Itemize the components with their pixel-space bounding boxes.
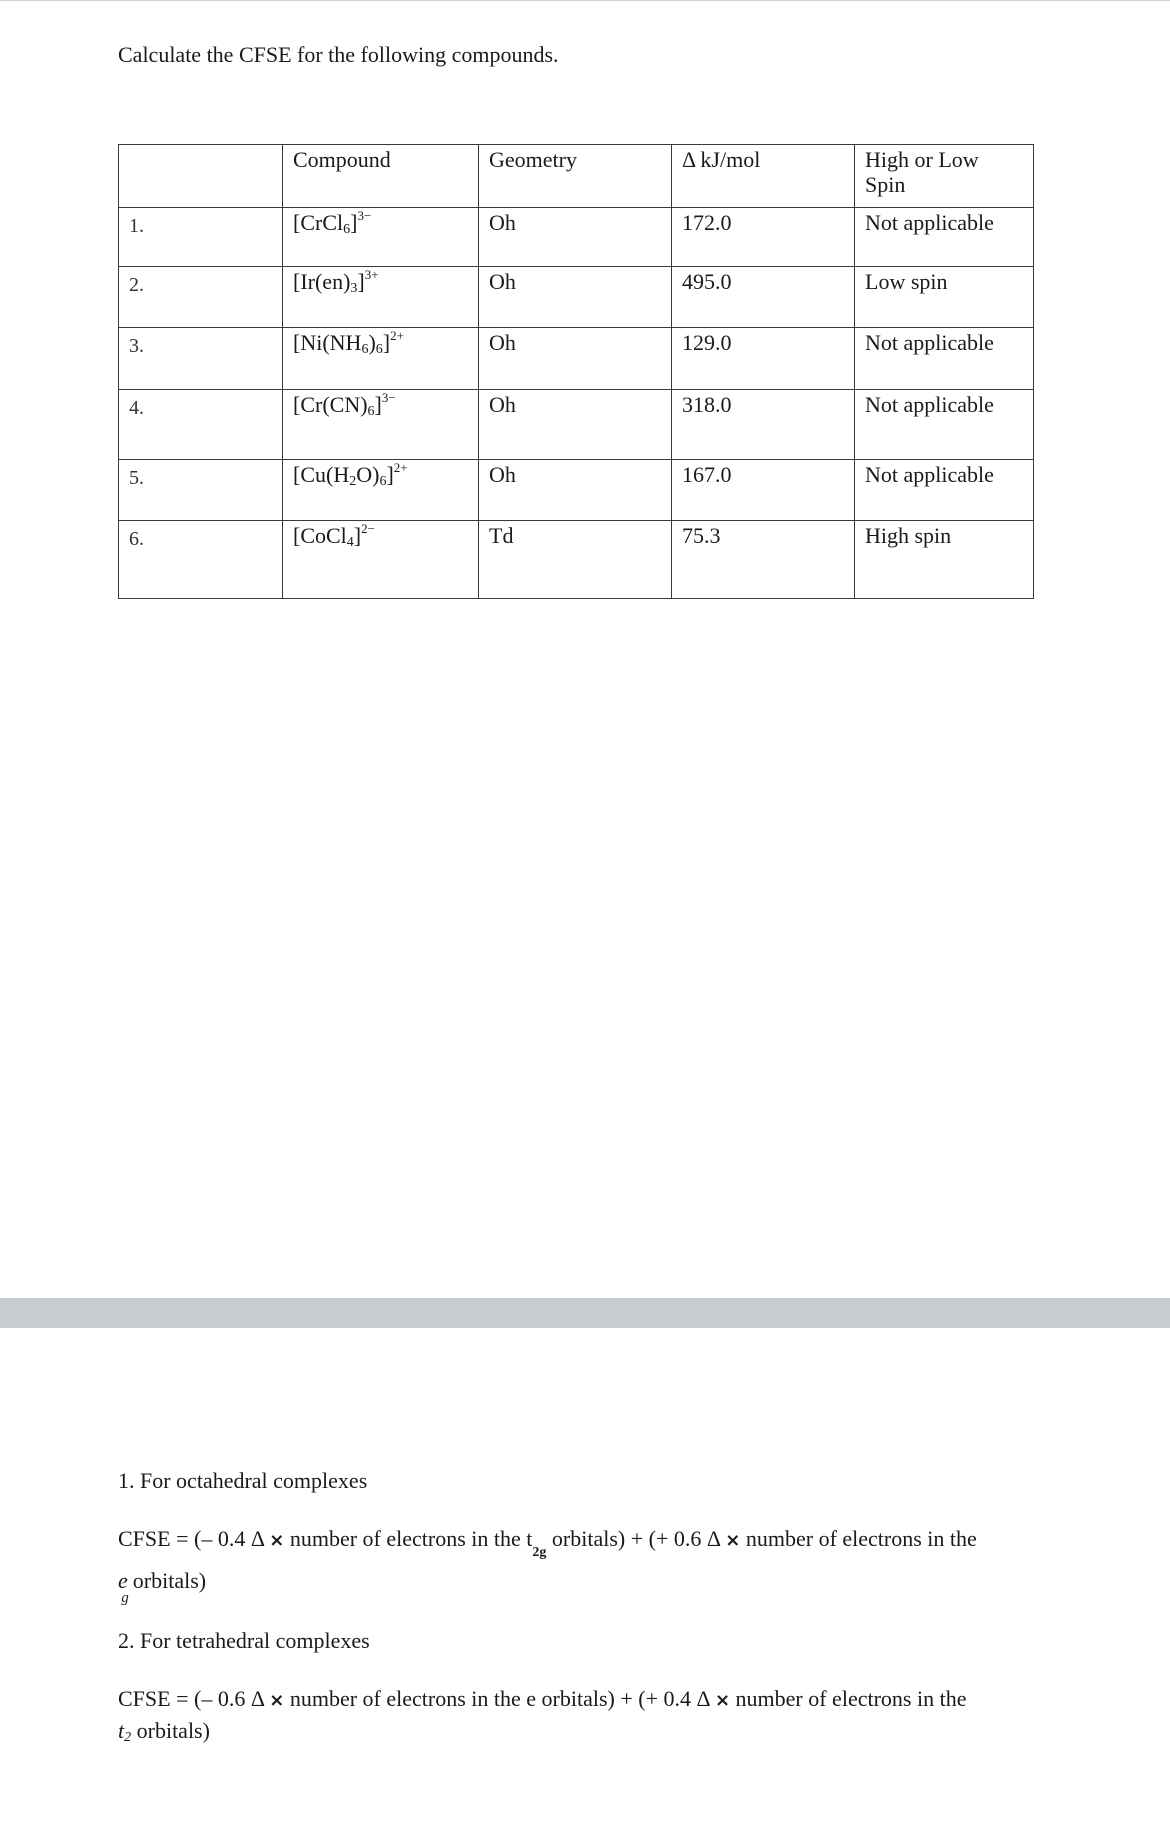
compound-cell bbox=[283, 390, 479, 460]
oct-formula-d: number of electrons in the bbox=[745, 1526, 977, 1551]
spin-cell: Low spin bbox=[855, 267, 1034, 328]
geometry-cell: Oh bbox=[479, 328, 672, 390]
spin-cell: Not applicable bbox=[855, 328, 1034, 390]
formula-text: ) bbox=[368, 330, 376, 355]
geometry-cell: Td bbox=[479, 521, 672, 599]
tet-formula-b: number of electrons in the e orbitals) + (+ 0.4 Δ bbox=[289, 1686, 710, 1711]
formula-text: ] bbox=[353, 523, 362, 548]
oct-formula-b: number of electrons in the t bbox=[289, 1526, 533, 1551]
table-row bbox=[119, 328, 1034, 390]
formula-text: [Cu(H bbox=[293, 462, 350, 487]
delta-cell: 167.0 bbox=[672, 460, 855, 521]
row-number-cell: 2. bbox=[119, 267, 283, 328]
formula-charge: 3− bbox=[381, 390, 396, 405]
page-divider-band bbox=[0, 1298, 1170, 1328]
geometry-cell: Oh bbox=[479, 390, 672, 460]
compound-cell bbox=[283, 460, 479, 521]
spin-cell: Not applicable bbox=[855, 208, 1034, 267]
geometry-cell: Oh bbox=[479, 267, 672, 328]
geometry-cell: Oh bbox=[479, 460, 672, 521]
formula-subscript: 6 bbox=[375, 342, 383, 357]
table-row bbox=[119, 208, 1034, 267]
formula-subscript: 3 bbox=[350, 281, 358, 296]
formula-text: O) bbox=[356, 462, 380, 487]
formula-subscript: 4 bbox=[346, 535, 354, 550]
octahedral-formula-line2 bbox=[118, 1568, 207, 1606]
formula-subscript: 6 bbox=[379, 474, 387, 489]
tetrahedral-formula-line2 bbox=[118, 1718, 210, 1744]
geometry-cell: Oh bbox=[479, 208, 672, 267]
tet-formula-d: orbitals) bbox=[136, 1718, 210, 1743]
formula-charge: 2+ bbox=[390, 328, 404, 343]
oct-formula-c: orbitals) + (+ 0.6 Δ bbox=[551, 1526, 720, 1551]
compound-cell bbox=[283, 267, 479, 328]
times-symbol: × bbox=[714, 1690, 731, 1711]
row-number-cell: 5. bbox=[119, 460, 283, 521]
header-cell-spin: High or Low Spin bbox=[855, 145, 1034, 208]
spin-cell: High spin bbox=[855, 521, 1034, 599]
spin-cell: Not applicable bbox=[855, 460, 1034, 521]
t2g-subscript: 2g bbox=[532, 1545, 547, 1560]
t2-letter: t bbox=[118, 1718, 125, 1743]
table-header-row bbox=[119, 145, 1034, 208]
formula-subscript: 6 bbox=[361, 342, 369, 357]
times-symbol: × bbox=[269, 1530, 285, 1551]
formula-subscript: 2 bbox=[349, 474, 357, 489]
formula-text: [Cr(CN) bbox=[293, 392, 368, 417]
formula-text: [Ni(NH bbox=[293, 330, 362, 355]
formula-charge: 2+ bbox=[393, 460, 408, 475]
formula-text: [CoCl bbox=[293, 523, 347, 548]
table-row bbox=[119, 521, 1034, 599]
row-number-cell: 4. bbox=[119, 390, 283, 460]
instruction-text: Calculate the CFSE for the following compounds. bbox=[118, 42, 559, 67]
header-cell-geometry: Geometry bbox=[479, 145, 672, 208]
octahedral-formula-line1 bbox=[118, 1526, 977, 1560]
header-cell-index bbox=[119, 145, 283, 208]
oct-formula-a: CFSE = (– 0.4 Δ bbox=[118, 1526, 264, 1551]
delta-cell: 495.0 bbox=[672, 267, 855, 328]
oct-formula-e: orbitals) bbox=[132, 1568, 207, 1593]
row-number-cell: 1. bbox=[119, 208, 283, 267]
header-cell-compound: Compound bbox=[283, 145, 479, 208]
header-cell-delta: Δ kJ/mol bbox=[672, 145, 855, 208]
formula-charge: 2− bbox=[361, 521, 375, 536]
t2-subscript: 2 bbox=[124, 1730, 132, 1745]
formula-subscript: 6 bbox=[367, 404, 375, 419]
top-rule bbox=[0, 0, 1170, 1]
table-row bbox=[119, 460, 1034, 521]
row-number-cell: 6. bbox=[119, 521, 283, 599]
times-symbol: × bbox=[269, 1690, 285, 1711]
eg-subscript: g bbox=[121, 1590, 129, 1606]
spin-cell: Not applicable bbox=[855, 390, 1034, 460]
times-symbol: × bbox=[725, 1530, 741, 1551]
tet-formula-a: CFSE = (– 0.6 Δ bbox=[118, 1686, 264, 1711]
delta-cell: 172.0 bbox=[672, 208, 855, 267]
tetrahedral-heading: 2. For tetrahedral complexes bbox=[118, 1628, 370, 1653]
formula-text: [Ir(en) bbox=[293, 269, 351, 294]
formula-text: ] bbox=[382, 330, 391, 355]
cfse-table bbox=[118, 144, 1034, 599]
formula-text: ] bbox=[386, 462, 394, 487]
formula-text: ] bbox=[374, 392, 382, 417]
table-row bbox=[119, 267, 1034, 328]
eg-letter: e bbox=[118, 1568, 128, 1593]
cfse-table-body bbox=[119, 145, 1034, 599]
compound-cell bbox=[283, 208, 479, 267]
table-row bbox=[119, 390, 1034, 460]
delta-cell: 75.3 bbox=[672, 521, 855, 599]
tet-formula-c: number of electrons in the bbox=[735, 1686, 967, 1711]
row-number-cell: 3. bbox=[119, 328, 283, 390]
tetrahedral-formula-line1 bbox=[118, 1686, 966, 1712]
formula-text: ] bbox=[357, 269, 365, 294]
delta-cell: 318.0 bbox=[672, 390, 855, 460]
formula-text: [CrCl bbox=[293, 210, 344, 235]
compound-cell bbox=[283, 328, 479, 390]
formula-charge: 3− bbox=[357, 208, 372, 223]
octahedral-heading: 1. For octahedral complexes bbox=[118, 1468, 368, 1493]
delta-cell: 129.0 bbox=[672, 328, 855, 390]
formula-text: ] bbox=[350, 210, 358, 235]
formula-subscript: 6 bbox=[343, 222, 351, 237]
formula-charge: 3+ bbox=[364, 267, 379, 282]
compound-cell bbox=[283, 521, 479, 599]
